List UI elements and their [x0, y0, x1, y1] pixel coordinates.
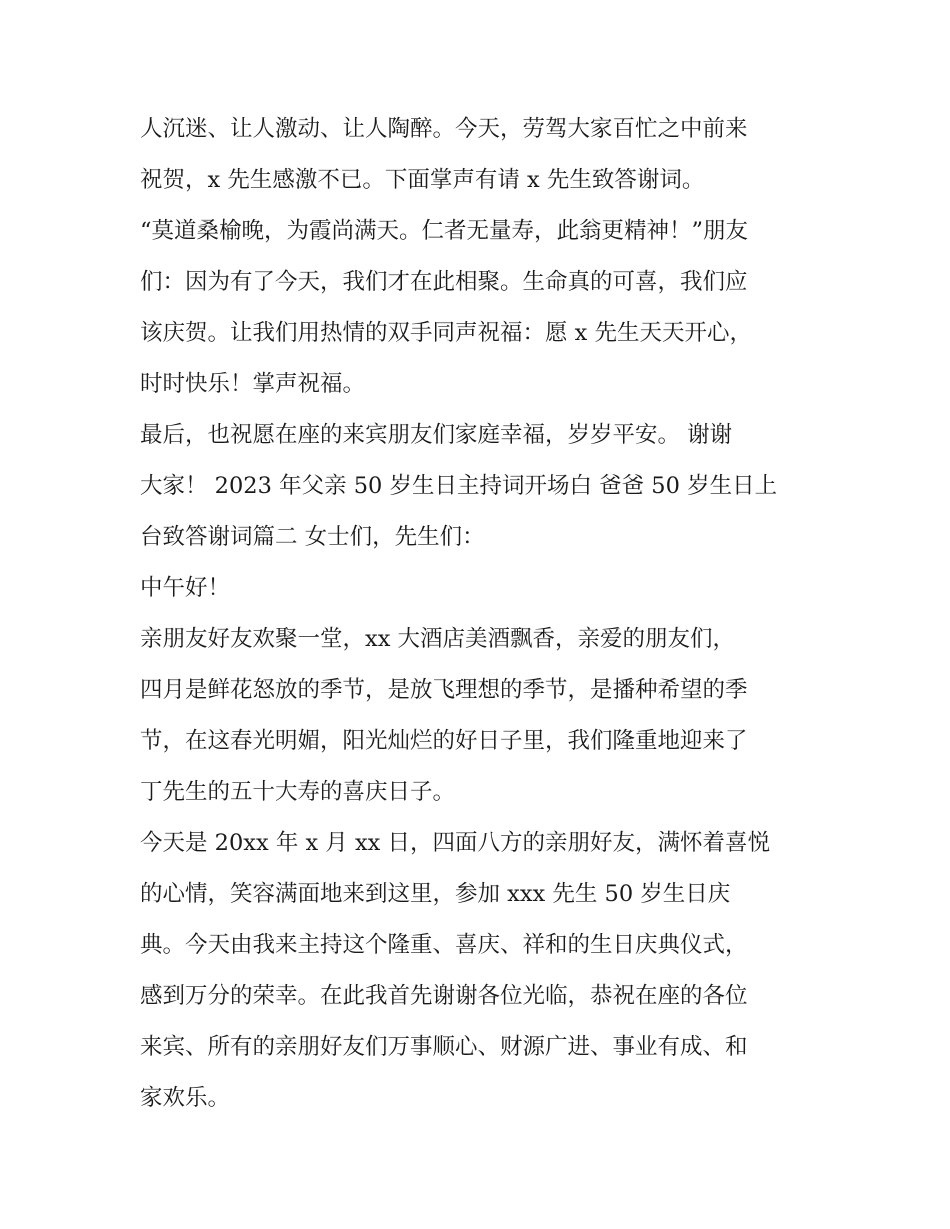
text-line: 丁先生的五十大寿的喜庆日子。: [140, 779, 456, 805]
text-line: 感到万分的荣幸。在此我首先谢谢各位光临，恭祝在座的各位: [140, 983, 748, 1009]
text-line: 们：因为有了今天，我们才在此相聚。生命真的可喜，我们应: [140, 269, 748, 295]
text-line: 家欢乐。: [140, 1085, 231, 1111]
text-line: 节，在这春光明媚，阳光灿烂的好日子里，我们隆重地迎来了: [140, 728, 748, 754]
text-line: 该庆贺。让我们用热情的双手同声祝福：愿 x 先生天天开心，: [140, 320, 752, 346]
text-line: “莫道桑榆晚，为霞尚满天。仁者无量寿，此翁更精神！”朋友: [140, 218, 749, 244]
text-line: 典。今天由我来主持这个隆重、喜庆、祥和的生日庆典仪式，: [140, 932, 748, 958]
text-line: 来宾、所有的亲朋好友们万事顺心、财源广进、事业有成、和: [140, 1034, 748, 1060]
text-line: 祝贺，x 先生感激不已。下面掌声有请 x 先生致答谢词。: [140, 167, 705, 193]
text-line: 四月是鲜花怒放的季节，是放飞理想的季节，是播种希望的季: [140, 677, 748, 703]
text-line: 亲朋友好友欢聚一堂，xx 大酒店美酒飘香，亲爱的朋友们，: [140, 626, 736, 652]
document-body: [140, 104, 820, 1124]
text-line: 最后，也祝愿在座的来宾朋友们家庭幸福，岁岁平安。 谢谢: [140, 422, 733, 448]
text-line: 台致答谢词篇二 女士们，先生们：: [140, 524, 485, 550]
text-line: 人沉迷、让人激动、让人陶醉。今天，劳驾大家百忙之中前来: [140, 116, 748, 142]
text-line: 时时快乐！掌声祝福。: [140, 371, 366, 397]
text-line: 中午好！: [140, 575, 231, 601]
text-line: 今天是 20xx 年 x 月 xx 日，四面八方的亲朋好友，满怀着喜悦: [140, 830, 770, 856]
text-line: 大家！ 2023 年父亲 50 岁生日主持词开场白 爸爸 50 岁生日上: [140, 473, 778, 499]
text-line: 的心情，笑容满面地来到这里，参加 xxx 先生 50 岁生日庆: [140, 881, 731, 907]
